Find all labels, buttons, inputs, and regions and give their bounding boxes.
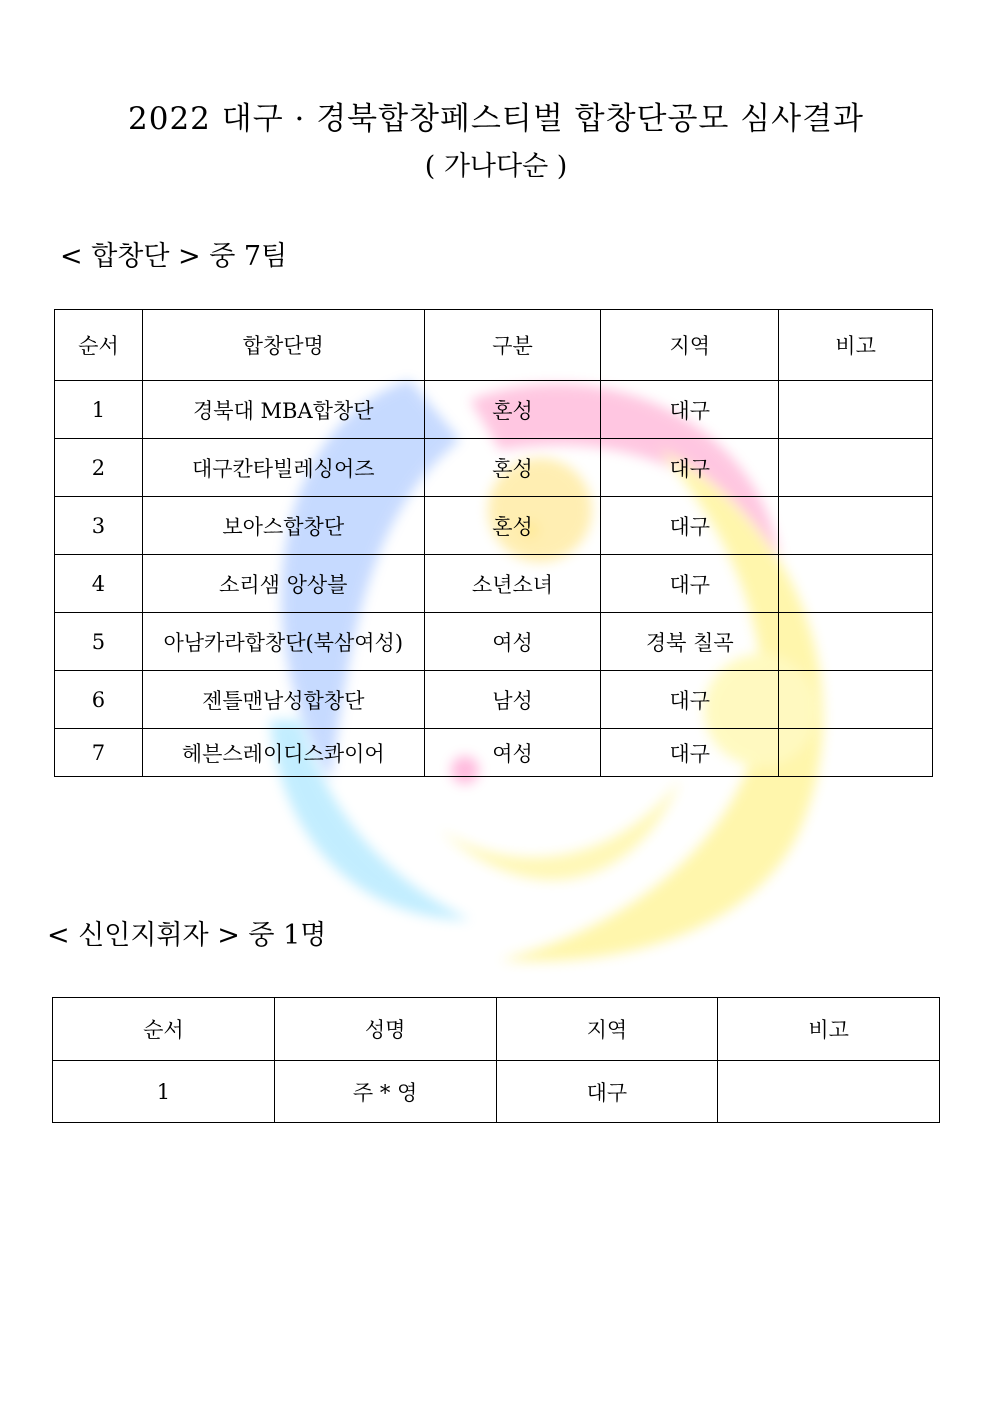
cell-choir-name: 소리샘 앙상블 — [142, 555, 424, 613]
cell-region: 대구 — [496, 1061, 718, 1123]
cell-order: 4 — [55, 555, 143, 613]
cell-order: 5 — [55, 613, 143, 671]
cell-category: 혼성 — [424, 497, 601, 555]
cell-order: 7 — [55, 729, 143, 777]
cell-category: 여성 — [424, 729, 601, 777]
header-remarks: 비고 — [779, 310, 933, 381]
cell-category: 남성 — [424, 671, 601, 729]
table-row — [55, 555, 933, 613]
conductor-section-heading: < 신인지휘자 > 중 1명 — [47, 920, 327, 951]
cell-category: 혼성 — [424, 381, 601, 439]
table-row — [55, 497, 933, 555]
cell-order: 2 — [55, 439, 143, 497]
choir-results-table — [54, 309, 933, 777]
choir-section-heading: < 합창단 > 중 7팀 — [60, 241, 288, 272]
table-row — [55, 613, 933, 671]
header-order: 순서 — [53, 998, 275, 1061]
table-header-row — [55, 310, 933, 381]
cell-order: 6 — [55, 671, 143, 729]
header-order: 순서 — [55, 310, 143, 381]
cell-order: 1 — [55, 381, 143, 439]
cell-order: 3 — [55, 497, 143, 555]
cell-remarks — [779, 613, 933, 671]
header-remarks: 비고 — [718, 998, 940, 1061]
cell-remarks — [779, 729, 933, 777]
table-row — [55, 381, 933, 439]
cell-region: 경북 칠곡 — [601, 613, 779, 671]
cell-region: 대구 — [601, 381, 779, 439]
cell-remarks — [779, 555, 933, 613]
table-row — [53, 1061, 940, 1123]
table-row — [55, 671, 933, 729]
cell-choir-name: 젠틀맨남성합창단 — [142, 671, 424, 729]
cell-order: 1 — [53, 1061, 275, 1123]
cell-category: 혼성 — [424, 439, 601, 497]
page-title: 2022 대구 · 경북합창페스티벌 합창단공모 심사결과 — [128, 101, 864, 137]
cell-name: 주 * 영 — [274, 1061, 496, 1123]
cell-choir-name: 아남카라합창단(북삼여성) — [142, 613, 424, 671]
header-name: 성명 — [274, 998, 496, 1061]
conductor-results-table — [52, 997, 940, 1123]
cell-choir-name: 헤븐스레이디스콰이어 — [142, 729, 424, 777]
cell-choir-name: 보아스합창단 — [142, 497, 424, 555]
cell-remarks — [718, 1061, 940, 1123]
cell-category: 여성 — [424, 613, 601, 671]
header-choir-name: 합창단명 — [142, 310, 424, 381]
cell-remarks — [779, 439, 933, 497]
cell-region: 대구 — [601, 555, 779, 613]
cell-choir-name: 경북대 MBA합창단 — [142, 381, 424, 439]
cell-remarks — [779, 671, 933, 729]
cell-remarks — [779, 497, 933, 555]
table-header-row — [53, 998, 940, 1061]
cell-region: 대구 — [601, 439, 779, 497]
cell-remarks — [779, 381, 933, 439]
cell-category: 소년소녀 — [424, 555, 601, 613]
cell-region: 대구 — [601, 729, 779, 777]
table-row — [55, 439, 933, 497]
cell-choir-name: 대구칸타빌레싱어즈 — [142, 439, 424, 497]
cell-region: 대구 — [601, 497, 779, 555]
page-subtitle: ( 가나다순 ) — [424, 151, 568, 182]
header-category: 구분 — [424, 310, 601, 381]
header-region: 지역 — [496, 998, 718, 1061]
table-row — [55, 729, 933, 777]
header-region: 지역 — [601, 310, 779, 381]
cell-region: 대구 — [601, 671, 779, 729]
